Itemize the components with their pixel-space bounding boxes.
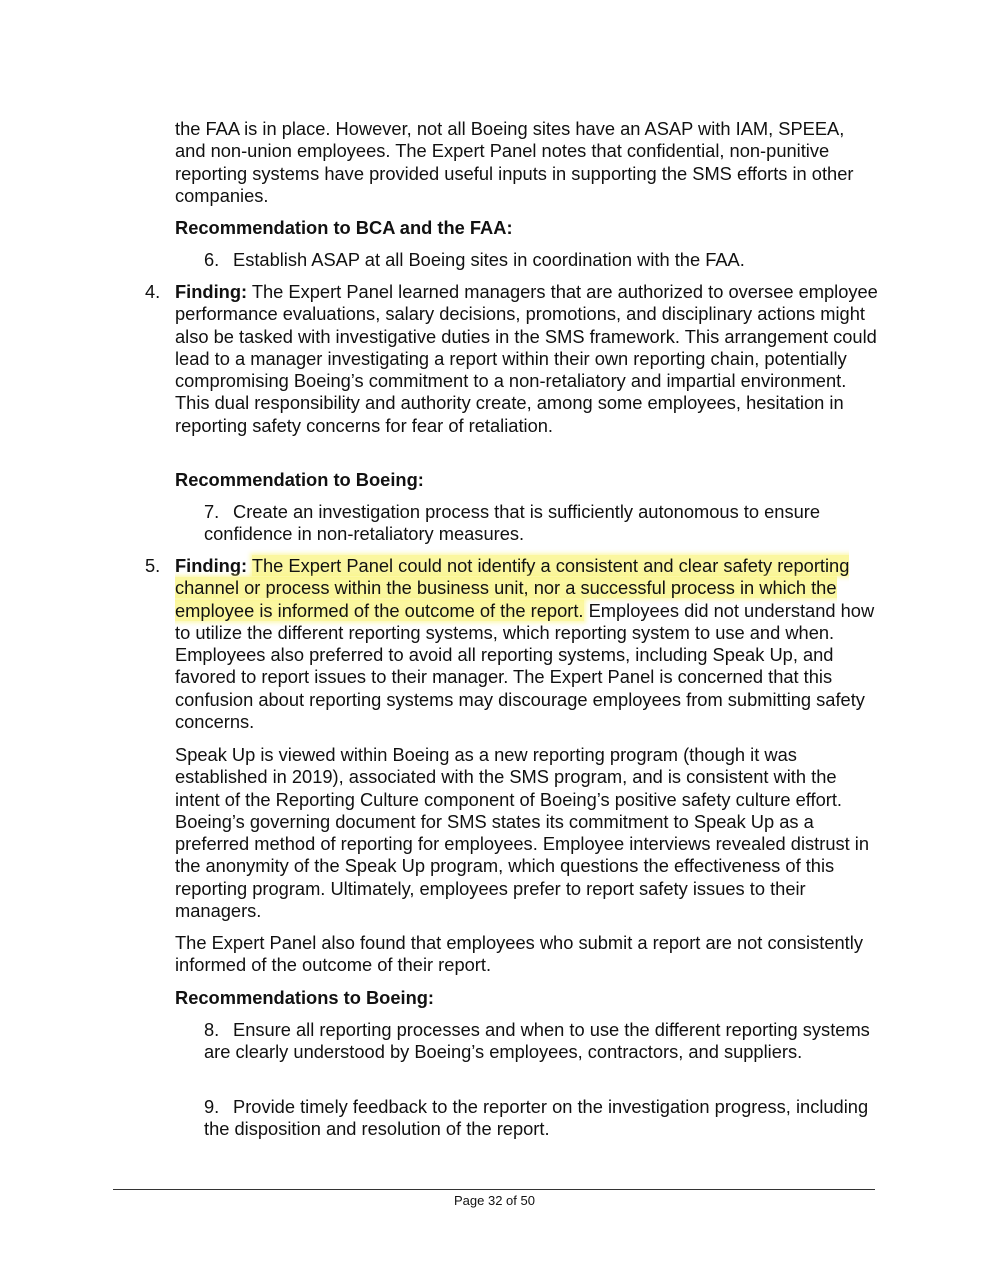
speak-up-paragraph: Speak Up is viewed within Boeing as a new reporting program (though it was established in 2019), associated with the SMS program, and is consistent with the intent of the Reporting Culture component of Boeing’s positive safety culture effort. Boeing’s governing document for SMS states its commitment to Speak Up as a preferred method of reporting for employees. Employee interviews revealed distrust in the anonymity of the Speak Up program, which questions the effectiveness of this reporting program. Ultimately, employees prefer to report safety issues to their managers. [175, 744, 870, 922]
recommendation-heading-bca-faa: Recommendation to BCA and the FAA: [175, 217, 513, 238]
finding-body: The Expert Panel learned managers that are authorized to oversee employee performance evaluations, salary decisions, promotions, and disciplinary actions might also be tasked with investigative duties in the SMS framework. This arrangement could lead to a manager investigating a report within their own reporting chain, potentially compromising Boeing’s commitment to a non-retaliatory and impartial environment. This dual responsibility and authority create, among some employees, hesitation in reporting safety concerns for fear of retaliation. [175, 281, 878, 436]
recommendation-8 [204, 1019, 874, 1064]
footer-divider [113, 1189, 875, 1190]
finding-number: 5. [145, 555, 161, 576]
recommendation-number: 6. [204, 249, 220, 270]
recommendation-number: 9. [204, 1096, 220, 1117]
recommendation-9 [204, 1096, 874, 1141]
recommendation-number: 7. [204, 501, 220, 522]
finding-label: Finding: [175, 281, 248, 302]
recommendation-text: Create an investigation process that is sufficiently autonomous to ensure confidence in non-retaliatory measures. [204, 501, 821, 545]
finding-4 [145, 281, 885, 437]
page-number: Page 32 of 50 [454, 1193, 535, 1208]
finding-text [175, 555, 885, 733]
recommendations-heading-boeing: Recommendations to Boeing: [175, 987, 434, 1008]
recommendation-number: 8. [204, 1019, 220, 1040]
finding-number: 4. [145, 281, 161, 302]
recommendation-text: Provide timely feedback to the reporter on the investigation progress, including the disposition and resolution of the report. [204, 1096, 869, 1140]
recommendation-heading-boeing: Recommendation to Boeing: [175, 469, 424, 490]
finding-label: Finding: [175, 555, 248, 576]
highlighted-text: The Expert Panel could not identify a consistent and clear safety reporting channel or process within the business unit, nor a successful process in which the employee is informed of the outcome of the report. [175, 555, 850, 621]
finding-body: Employees did not understand how to utilize the different reporting systems, which reporting system to use and when. Employees also preferred to avoid all reporting systems, including Speak Up, and favored to report issues to their manager. The Expert Panel is concerned that this confusion about reporting systems may discourage employees from submitting safety concerns. [175, 599, 875, 733]
finding-5 [145, 555, 885, 733]
outcome-paragraph: The Expert Panel also found that employees who submit a report are not consistently informed of the outcome of their report. [175, 932, 863, 976]
finding-text [175, 281, 885, 437]
continuation-paragraph: the FAA is in place. However, not all Boeing sites have an ASAP with IAM, SPEEA, and non-union employees. The Expert Panel notes that confidential, non-punitive reporting systems have provided useful inputs in supporting the SMS efforts in other companies. [175, 118, 854, 206]
recommendation-7 [204, 501, 874, 546]
recommendation-text: Establish ASAP at all Boeing sites in coordination with the FAA. [233, 249, 745, 270]
recommendation-6 [204, 249, 874, 271]
recommendation-text: Ensure all reporting processes and when to use the different reporting systems are clearly understood by Boeing’s employees, contractors, and suppliers. [204, 1019, 870, 1063]
